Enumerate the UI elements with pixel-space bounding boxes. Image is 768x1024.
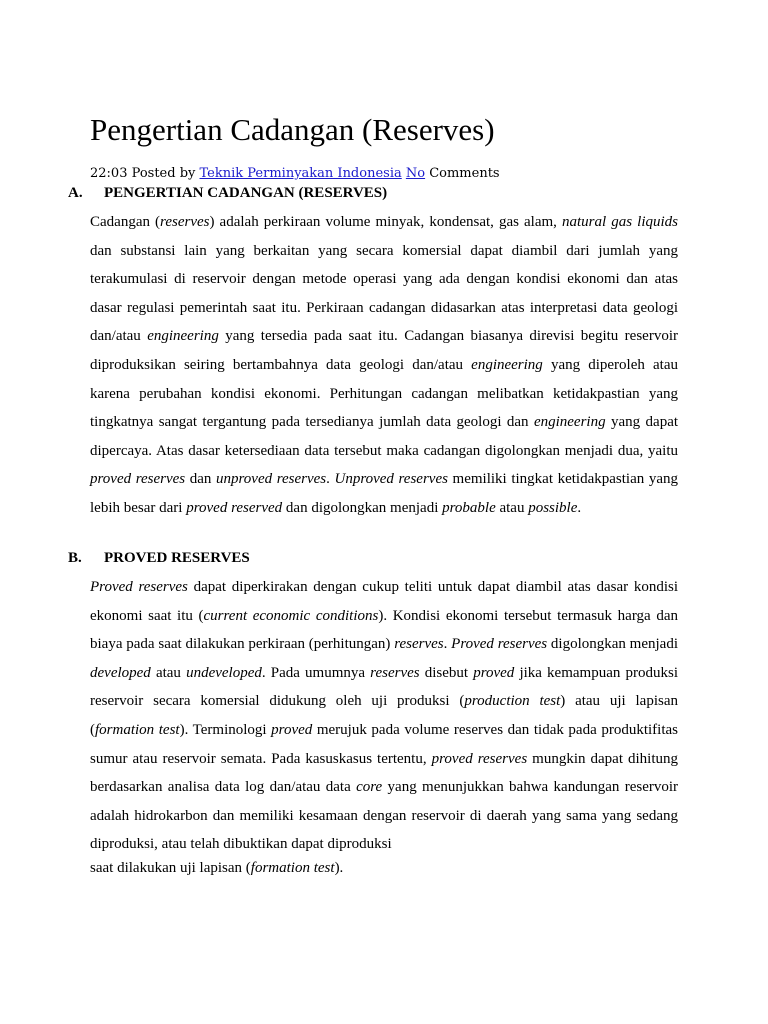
italic-term: engineering: [533, 414, 606, 431]
text-run: .: [577, 499, 582, 516]
text-run: yang dapat dipercaya. Atas dasar ketersediaan data tersebut maka cadangan digolongkan menjadi dua, yaitu: [90, 414, 679, 459]
post-time: 22:03: [90, 166, 128, 181]
text-run: atau: [150, 664, 187, 681]
posted-by-label: Posted by: [127, 166, 200, 181]
section-b-title: PROVED RESERVES: [104, 550, 250, 566]
italic-term: natural gas liquids: [562, 214, 678, 230]
italic-term: proved reserves: [90, 471, 186, 488]
page-title: Pengertian Cadangan (Reserves): [90, 112, 495, 147]
text-run: jika kemampuan produksi reservoir secara komersial didukung oleh uji produksi (: [90, 664, 678, 710]
text-run: dan digolongkan menjadi: [282, 499, 443, 516]
italic-term: formation test: [95, 721, 180, 738]
italic-term: Unproved reserves: [334, 471, 448, 488]
text-run: ). Kondisi ekonomi tersebut termasuk harga dan biaya pada saat dilakukan perkiraan (perhitungan): [90, 607, 678, 653]
author-link[interactable]: Teknik Perminyakan Indonesia: [199, 166, 402, 181]
italic-term: Proved reserves: [451, 636, 548, 653]
text-run: mungkin dapat dihitung berdasarkan analisa data log dan/atau data: [90, 750, 678, 796]
italic-term: proved: [473, 664, 515, 681]
text-run: dan: [185, 471, 216, 488]
text-run: memiliki tingkat ketidakpastian yang lebih besar dari: [90, 471, 678, 516]
continuation-paragraph: [90, 854, 343, 883]
text-run: yang diperoleh atau karena perubahan kondisi ekonomi. Perhitungan cadangan melibatkan ketidakpastian yang tingkatnya sangat tergantung pada tersedianya jumlah data geologi dan: [90, 356, 678, 431]
italic-term: proved reserved: [186, 499, 283, 516]
section-b-letter: B.: [68, 550, 82, 566]
text-run: merujuk pada volume reserves dan tidak pada produktifitas sumur atau reservoir semata. Pada kasuskasus tertentu,: [90, 721, 678, 767]
section-b-paragraph: [90, 573, 678, 859]
italic-term: proved reserves: [431, 750, 528, 767]
text-run: .: [326, 471, 335, 488]
section-a-title: PENGERTIAN CADANGAN (RESERVES): [104, 185, 388, 201]
italic-term: Proved reserves: [90, 579, 188, 595]
italic-term: reserves: [370, 664, 420, 681]
section-a-paragraph: [90, 208, 678, 523]
italic-term: developed: [90, 664, 151, 681]
comments-count-link[interactable]: No: [405, 166, 426, 181]
italic-term: reserves: [394, 636, 444, 653]
italic-term: probable: [442, 499, 496, 516]
text-run: .: [443, 636, 452, 653]
section-a-heading: [68, 183, 387, 203]
text-run: dan substansi lain yang berkaitan yang secara komersial dapat diambil dari jumlah yang terakumulasi di reservoir dengan metode operasi yang ada dengan kondisi ekonomi dan atas dasar regulasi pemerintah saat itu. Perkiraan cadangan didasarkan atas interpretasi data geologi dan/atau: [90, 242, 678, 345]
post-byline: [90, 164, 500, 184]
italic-term: unproved reserves: [216, 471, 327, 488]
italic-term: possible: [528, 499, 578, 516]
text-run: digolongkan menjadi: [547, 636, 679, 653]
text-run: dapat diperkirakan dengan cukup teliti untuk dapat diambil atas dasar kondisi ekonomi saat itu (: [90, 579, 678, 624]
text-run: ). Terminologi: [179, 721, 272, 738]
text-run: ) atau uji lapisan (: [90, 693, 678, 738]
italic-term: core: [356, 779, 383, 796]
italic-term: undeveloped: [186, 664, 262, 681]
italic-term: current economic conditions: [203, 607, 379, 624]
text-run: atau: [495, 499, 529, 516]
italic-term: formation test: [250, 860, 335, 876]
text-run: disebut: [419, 664, 474, 681]
text-run: Cadangan (: [90, 214, 161, 230]
italic-term: proved: [271, 721, 313, 738]
text-run: ).: [334, 860, 344, 876]
text-run: . Pada umumnya: [261, 664, 371, 681]
italic-term: production test: [464, 693, 561, 710]
section-a-letter: A.: [68, 185, 83, 201]
comments-label: Comments: [425, 166, 500, 181]
text-run: yang tersedia pada saat itu. Cadangan biasanya direvisi begitu reservoir diproduksikan seiring bertambahnya data geologi dan/atau: [90, 328, 678, 373]
italic-term: reserves: [160, 214, 210, 230]
section-b-heading: [68, 548, 250, 568]
text-run: ) adalah perkiraan volume minyak, kondensat, gas alam,: [209, 214, 562, 230]
text-run: saat dilakukan uji lapisan (: [90, 860, 251, 876]
italic-term: engineering: [147, 328, 219, 345]
italic-term: engineering: [471, 356, 543, 373]
text-run: yang menunjukkan bahwa kandungan reservoir adalah hidrokarbon dan memiliki kesamaan dengan reservoir di daerah yang sama yang sedang diproduksi, atau telah dibuktikan dapat diproduksi: [90, 779, 679, 853]
